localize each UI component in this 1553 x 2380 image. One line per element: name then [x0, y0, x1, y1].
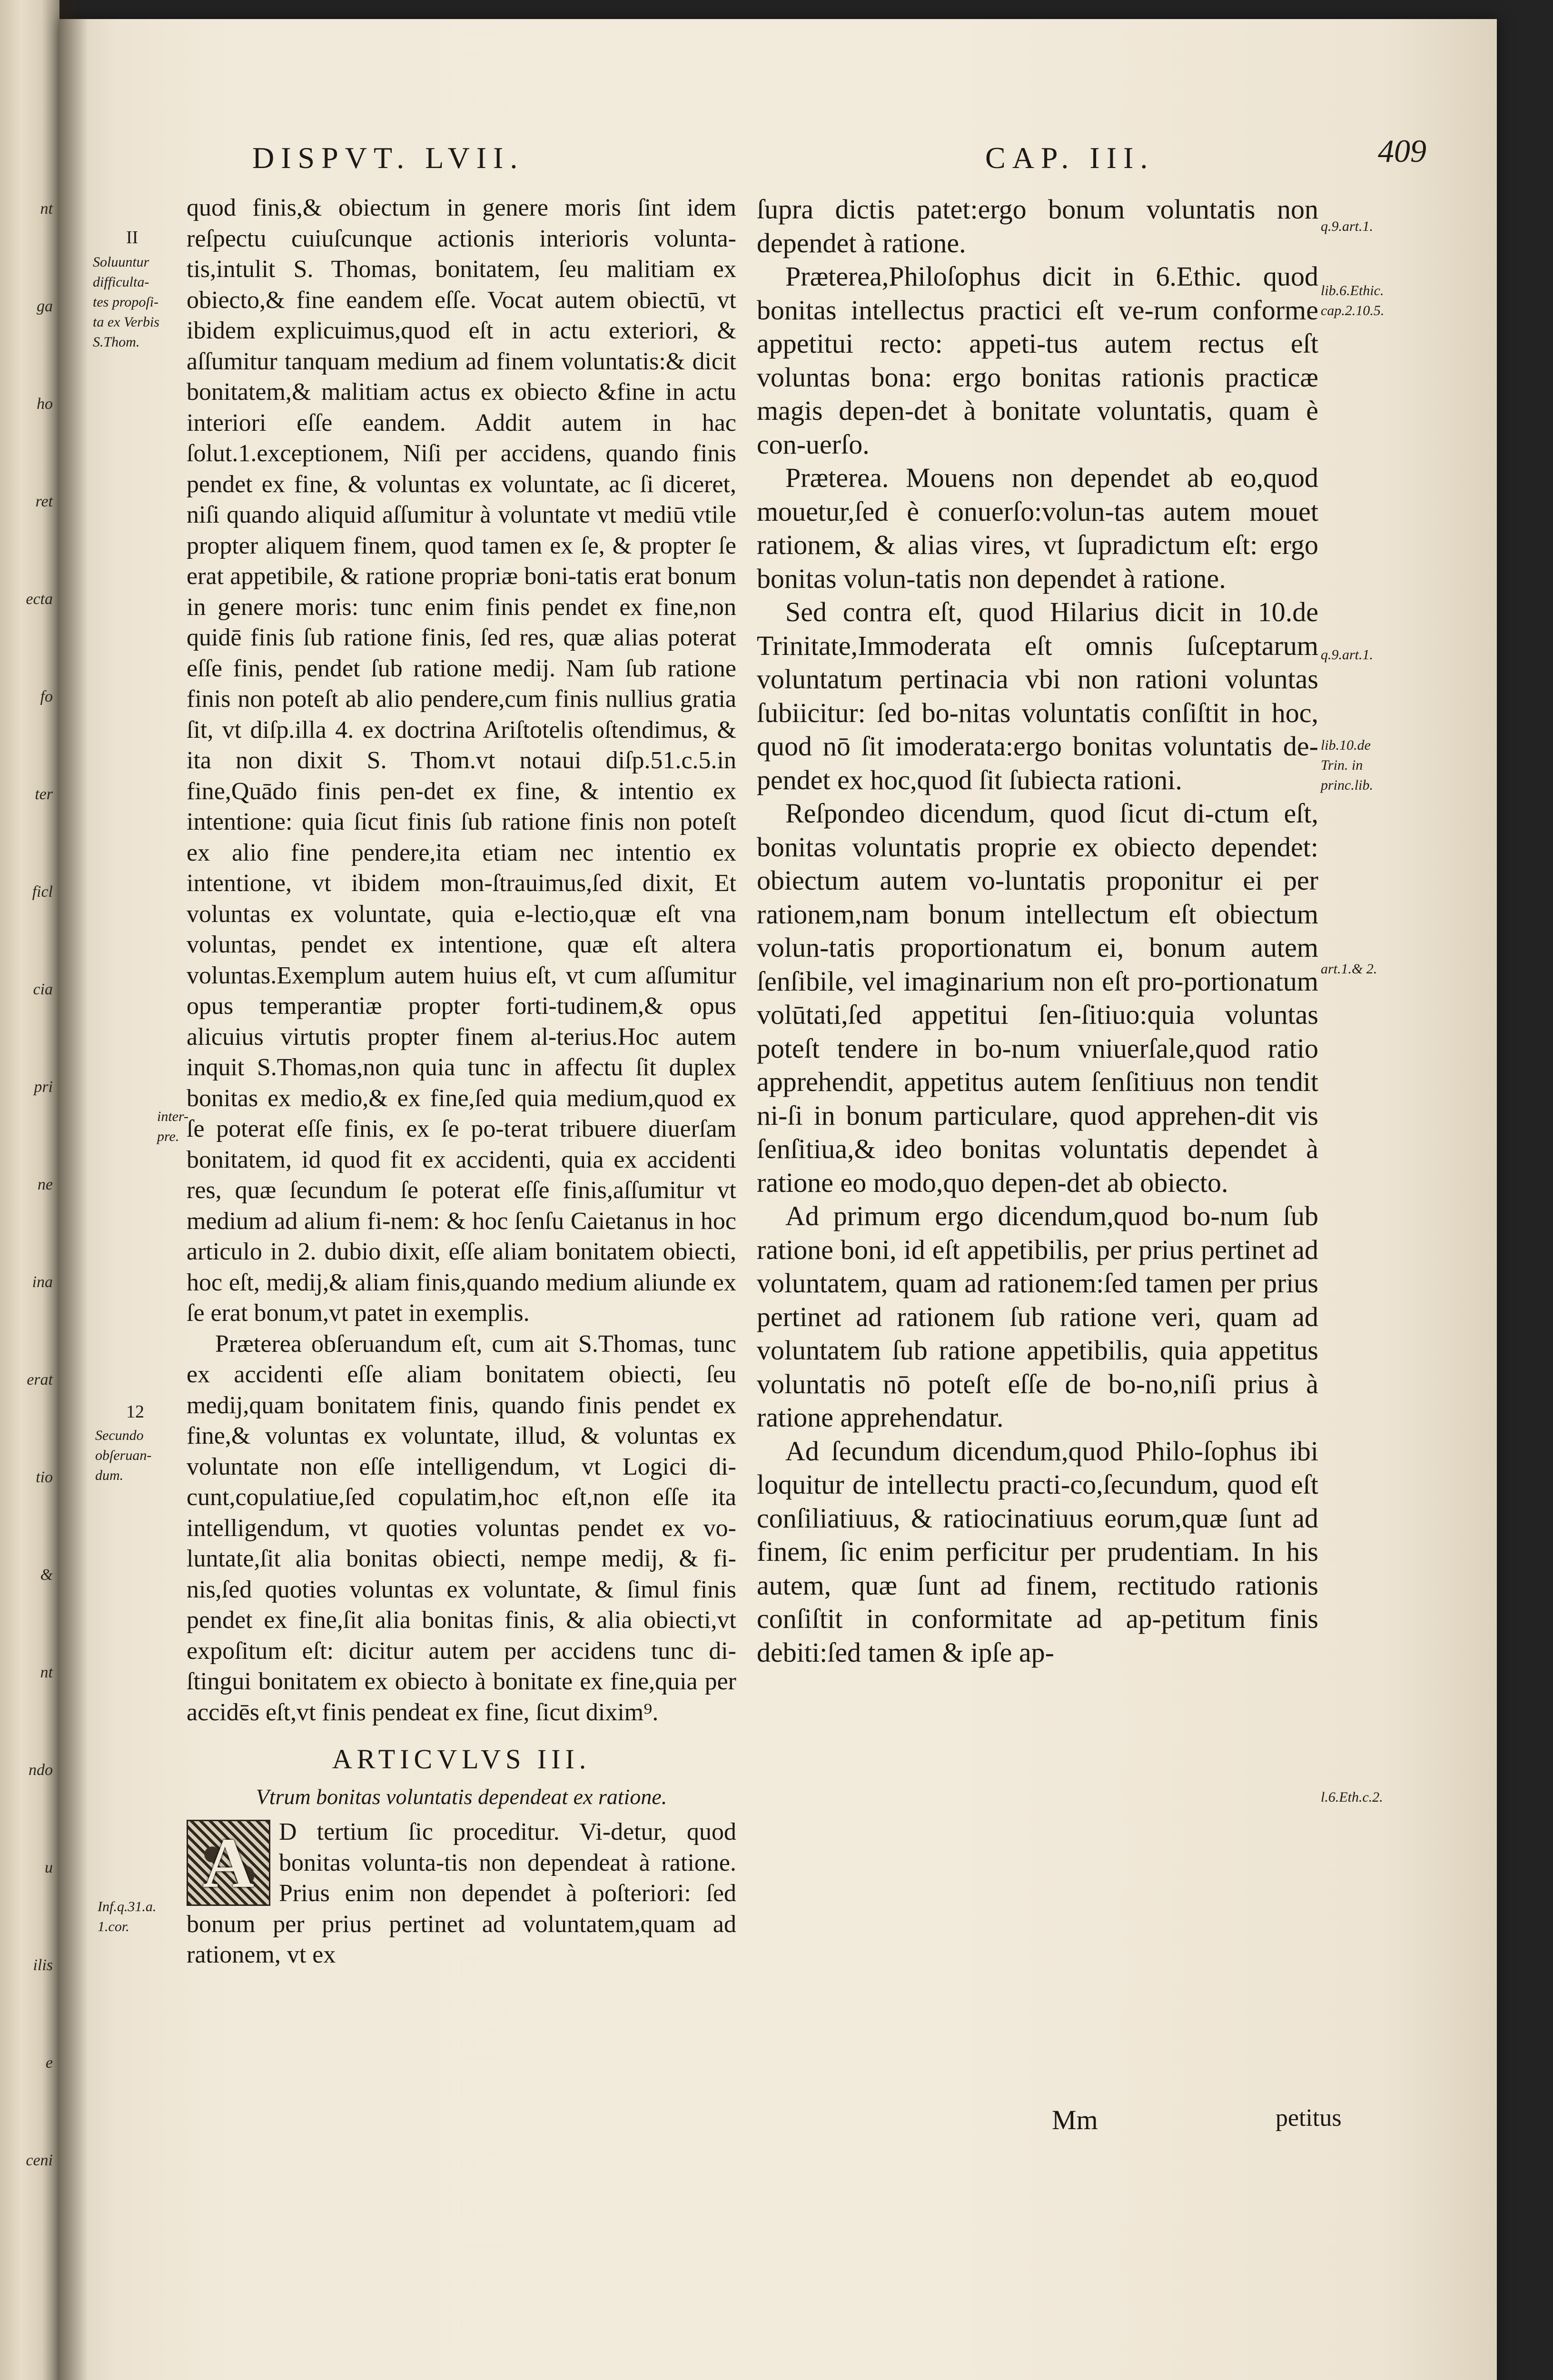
margin-note: Secundo obſeruan- dum.: [95, 1428, 152, 1483]
body-paragraph: ſupra dictis patet:ergo bonum voluntatis non dependet à ratione.: [757, 194, 1318, 258]
facing-page-fragment: ceni: [26, 2152, 53, 2169]
facing-page-fragment: ter: [35, 785, 53, 803]
facing-page-fragment: ga: [37, 298, 53, 315]
margin-note: inter- pre.: [157, 1109, 189, 1144]
facing-page-fragment: ilis: [33, 1956, 53, 1974]
article-title: ARTICVLVS III.: [332, 1744, 591, 1775]
catchword: petitus: [1276, 2104, 1342, 2132]
facing-page-fragment: ina: [32, 1273, 53, 1291]
facing-page-fragment: erat: [27, 1371, 53, 1388]
facing-page-fragment: tio: [36, 1468, 53, 1486]
facing-page-fragment: &: [40, 1566, 53, 1584]
facing-page-fragment: u: [45, 1859, 53, 1876]
left-page-edge: [0, 0, 59, 2380]
right-text-column: [757, 193, 1318, 1669]
body-paragraph: quod finis,& obiectum in genere moris ſint idem reſpectu cuiuſcunque actionis interioris volunta-tis,intulit S. Thomas, bonitatem, ſeu malitiam ex obiecto,& fine eandem eſſe. Vocat autem obiectū, vt ibidem explicuimus,quod eſt in actu exteriori, & aſſumitur tanquam medium ad finem voluntatis:& dicit bonitatem,& malitiam actus ex obiecto &fine in actu interiori eſſe eandem. Addit autem in hac ſolut.1.exceptionem, Niſi per accidens, quando finis pendet ex fine, & voluntas ex voluntate, ac ſi diceret, niſi quando aliquid aſſumitur à voluntate vt mediū vtile propter aliquem finem, quod tamen ex ſe, & propter ſe erat appetibile, & ratione propriæ boni-tatis erat bonum in genere moris: tunc enim finis pendet ex fine,non quidē finis ſub ratione finis, ſed res, quæ alias poterat eſſe finis, pendet ſub ratione medij. Nam ſub ratione finis non poteſt ab alio pendere,cum finis nullius gratia ſit, vt diſp.illa 4. ex doctrina Ariſtotelis oſtendimus, & ita non dixit S. Thom.vt notaui diſp.51.c.5.in fine,Quādo finis pen-det ex fine, & intentio ex intentione: quia ſicut finis ſub ratione finis non poteſt ex alio fine pendere,ita etiam nec intentio ex intentione, vt ibidem mon-ſtrauimus,ſed dixit, Et voluntas ex voluntate, quia e-lectio,quæ eſt vna voluntas, pendet ex intentione, quæ eſt altera voluntas.Exemplum autem huius eſt, vt cum aſſumitur opus temperantiæ propter forti-tudinem,& opus alicuius virtutis propter finem al-terius.Hoc autem inquit S.Thomas,non quia tunc in affectu ſit duplex bonitas ex medio,& ex fine,ſed quia medium,quod ex ſe poterat eſſe finis, ex ſe po-terat tribuere diuerſam bonitatem, id quod fit ex accidenti, quia ex accidenti res, quæ ſecundum ſe poterat eſſe finis,aſſumitur vt medium ad alium fi-nem: & hoc ſenſu Caietanus in hoc articulo in 2. dubio dixit, eſſe aliam bonitatem obiecti, hoc eſt, medij,& aliam finis,quando medium aliunde ex ſe erat bonum,vt patet in exemplis.: [187, 194, 736, 1327]
article-opening: [187, 1817, 736, 1971]
margin-note: Soluuntur difficulta- tes propoſi- ta ex Verbis S.Thom.: [93, 254, 159, 350]
gutter-shadow: [59, 0, 88, 2380]
facing-page-fragment: pri: [34, 1078, 53, 1096]
body-paragraph: Reſpondeo dicendum, quod ſicut di-ctum eſt, bonitas voluntatis proprie ex obiecto dependet: obiectum autem vo-luntatis proponitur ei per rationem,nam bonum intellectum eſt obiectum volun-tatis proportionatum ei, bonum autem ſenſibile, vel imaginarium non eſt pro-portionatum volūtati,ſed appetitui ſen-ſitiuo:quia voluntas poteſt tendere in bo-num vniuerſale,quod ratio apprehendit, appetitus autem ſenſitiuus non tendit ni-ſi in bonum particulare, quod apprehen-dit vis ſenſitiua,& ideo bonitas voluntatis dependet à ratione eo modo,quo depen-det ab obiecto.: [757, 798, 1318, 1198]
body-paragraph: Præterea,Philoſophus dicit in 6.Ethic. quod bonitas intellectus practici eſt ve-rum conforme appetitui recto: appeti-tus autem rectus eſt voluntas bona: ergo bonitas rationis practicæ magis depen-det à bonitate voluntatis, quam è con-uerſo.: [757, 261, 1318, 460]
margin-note-right: art.1.& 2.: [1321, 961, 1377, 977]
running-head-left: DISPVT. LVII.: [252, 141, 524, 175]
body-paragraph: D tertium ſic proceditur. Vi-detur, quod bonitas volunta-tis non dependeat à ratione. Prius enim non dependet à poſteriori: ſed bonum per prius pertinet ad voluntatem,quam ad rationem, vt ex: [187, 1818, 736, 1968]
margin-note-right: q.9.art.1.: [1321, 218, 1374, 234]
article-question: Vtrum bonitas voluntatis dependeat ex ratione.: [256, 1784, 667, 1809]
facing-page-fragment: ndo: [29, 1761, 53, 1779]
margin-number: 12: [126, 1402, 144, 1422]
facing-page-fragment: ecta: [26, 590, 53, 608]
facing-page-fragment: ne: [37, 1176, 53, 1193]
folio-number: 409: [1378, 133, 1426, 169]
margin-note-right: lib.6.Ethic. cap.2.10.5.: [1321, 283, 1385, 318]
facing-page-fragment: cia: [33, 981, 53, 998]
left-text-column: [187, 193, 736, 1971]
margin-note: Inf.q.31.a. 1.cor.: [98, 1899, 157, 1934]
facing-page-fragment: fo: [40, 688, 53, 705]
body-paragraph: Præterea. Mouens non dependet ab eo,quod mouetur,ſed è conuerſo:volun-tas autem mouet rationem, & alias vires, vt ſupradictum eſt: ergo bonitas volun-tatis non dependet à ratione.: [757, 462, 1318, 594]
signature-mark: Mm: [1052, 2104, 1098, 2135]
body-paragraph: Ad primum ergo dicendum,quod bo-num ſub ratione boni, id eſt appetibilis, per prius pertinet ad voluntatem, quam ad rationem:ſed tamen per prius pertinet ad rationem ſub ratione veri, quam ad voluntatem ſub ratione appetibilis, quia appetitus voluntatis nō poteſt eſſe de bo-no,niſi prius à ratione apprehendatur.: [757, 1200, 1318, 1433]
facing-page-fragment: nt: [40, 1664, 53, 1681]
running-head-right: CAP. III.: [985, 141, 1155, 175]
margin-note-right: q.9.art.1.: [1321, 647, 1374, 663]
margin-note-right: lib.10.de Trin. in princ.lib.: [1321, 737, 1373, 793]
margin-note-right: l.6.Eth.c.2.: [1321, 1789, 1383, 1805]
body-paragraph: Sed contra eſt, quod Hilarius dicit in 10.de Trinitate,Immoderata eſt omnis ſuſceptarum voluntatum pertinacia vbi non rationi voluntas ſubiicitur: ſed bo-nitas voluntatis conſiſtit in hoc, quod nō ſit imoderata:ergo bonitas voluntatis de-pendet ex hoc,quod ſit ſubiecta rationi.: [757, 596, 1318, 795]
body-paragraph: Ad ſecundum dicendum,quod Philo-ſophus ibi loquitur de intellectu practi-co,ſecundum, quod eſt conſiliatiuus, & ratiocinatiuus eorum,quæ ſunt ad finem, ſic enim perficitur per prudentiam. In his autem, quæ ſunt ad finem, rectitudo rationis conſiſtit in conformitate ad ap-petitum finis debiti:ſed tamen & ipſe ap-: [757, 1435, 1318, 1668]
facing-page-fragment: ficl: [32, 883, 53, 901]
facing-page-fragment: ho: [37, 395, 53, 413]
decorated-initial: A: [187, 1820, 270, 1906]
facing-page-fragment: nt: [40, 200, 53, 218]
body-paragraph: Præterea obſeruandum eſt, cum ait S.Thomas, tunc ex accidenti eſſe aliam bonitatem obiecti, ſeu medij,quam bonitatem finis, quando finis pendet ex fine,& voluntas ex voluntate, illud, & voluntas ex voluntate non eſſe intelligendum, vt Logici di-cunt,copulatiue,ſed copulatim,hoc eſt,non eſſe ita intelligendum, vt quoties voluntas pendet ex vo-luntate,ſit alia bonitas obiecti, nempe medij, & fi-nis,ſed quoties voluntas ex voluntate, & ſimul finis pendet ex fine,ſit alia bonitas finis, & alia obiecti,vt expoſitum eſt: dicitur autem per accidens tunc di-ſtingui bonitatem ex obiecto à bonitate ex fine,quia per accidēs eſt,vt finis pendeat ex fine, ſicut dixim⁹.: [187, 1330, 736, 1726]
margin-number: II: [126, 228, 138, 248]
facing-page-fragment: ret: [35, 493, 53, 510]
facing-page-fragment: e: [45, 2054, 53, 2072]
